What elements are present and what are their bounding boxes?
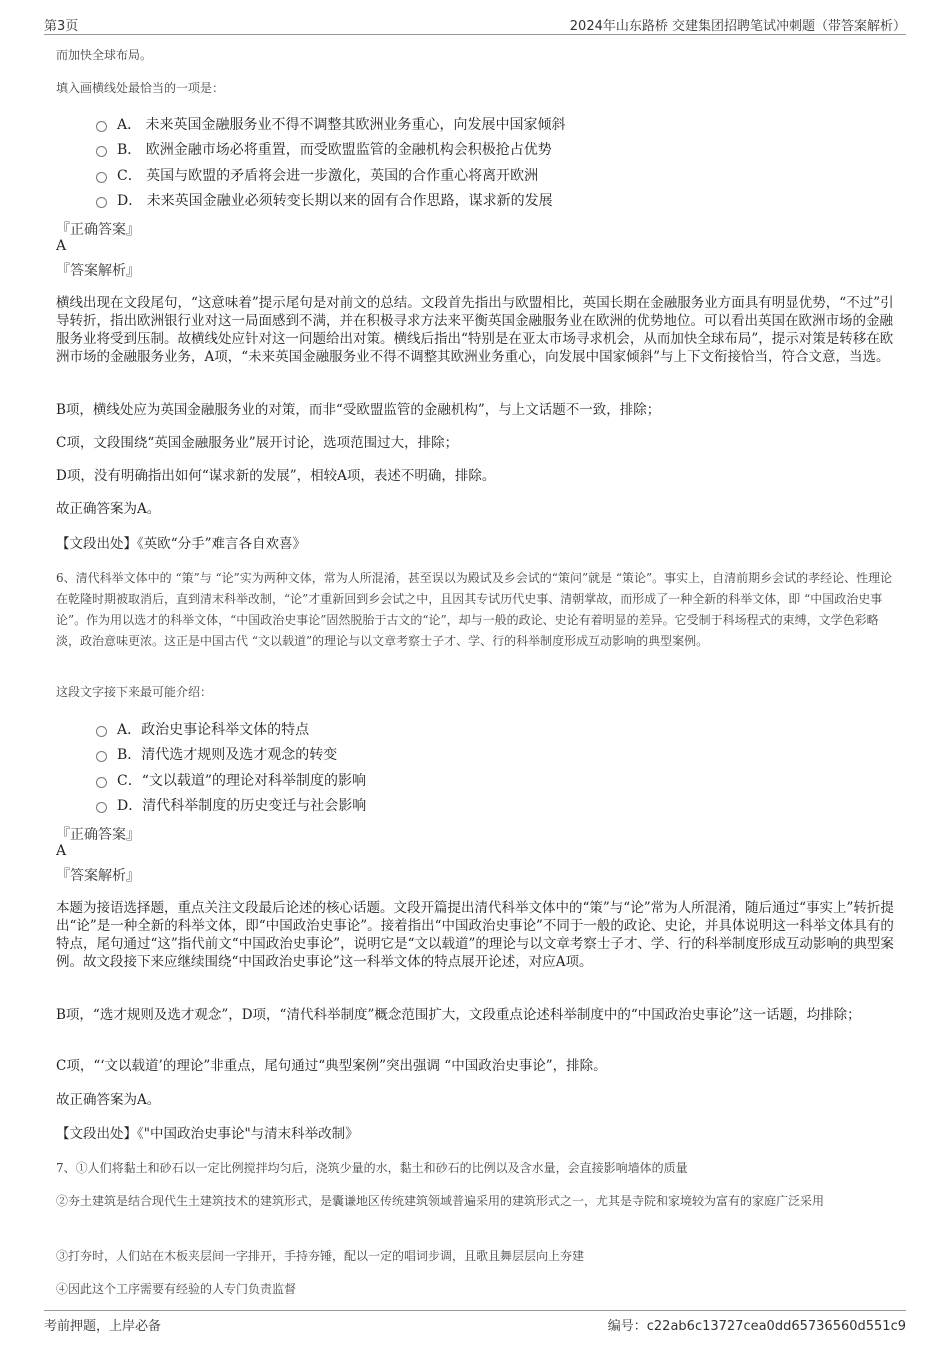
q6-source: 【文段出处】《"中国政治史事论"与清末科举改制》 — [56, 1126, 359, 1142]
q7-sentence-1: 7、①人们将黏土和砂石以一定比例搅拌均匀后，浇筑少量的水，黏土和砂石的比例以及含水量，会直接影响墙体的质量 — [56, 1161, 688, 1175]
q5-answer-label: 『正确答案』 — [56, 222, 140, 238]
q5-conclusion: 故正确答案为A。 — [56, 501, 161, 517]
q6-analysis-c: C项，“‘文以载道’的理论”非重点，尾句通过“典型案例”突出强调 “中国政治史事论”，排除。 — [56, 1058, 607, 1074]
q5-stem-tail: 而加快全球布局。 — [56, 48, 153, 62]
radio-icon[interactable] — [96, 751, 107, 762]
radio-icon[interactable] — [96, 777, 107, 788]
q6-answer: A — [56, 843, 67, 859]
q5-analysis-b: B项，横线处应为英国金融服务业的对策，而非“受欧盟监管的金融机构”，与上文话题不一致，排除； — [56, 402, 661, 418]
q7-sentence-3: ③打夯时，人们站在木板夹层间一字排开，手持夯锤，配以一定的唱词步调，且歌且舞层层向上夯建 — [56, 1249, 585, 1263]
q5-answer: A — [56, 238, 67, 254]
q6-option-b[interactable]: B．清代选才规则及选才观念的转变 — [96, 742, 896, 768]
q5-prompt: 填入画横线处最恰当的一项是： — [56, 81, 225, 95]
q5-option-b[interactable]: B． 欧洲金融市场必将重置，而受欧盟监管的金融机构会积极抢占优势 — [96, 137, 896, 163]
radio-icon[interactable] — [96, 726, 107, 737]
q5-analysis-c: C项，文段围绕“英国金融服务业”展开讨论，选项范围过大，排除； — [56, 435, 459, 451]
q5-option-d[interactable]: D． 未来英国金融业必须转变长期以来的固有合作思路，谋求新的发展 — [96, 188, 896, 214]
q6-option-c[interactable]: C．“文以载道”的理论对科举制度的影响 — [96, 767, 896, 793]
q5-analysis-d: D项，没有明确指出如何“谋求新的发展”，相较A项，表述不明确，排除。 — [56, 468, 496, 484]
radio-icon[interactable] — [96, 802, 107, 813]
footer-doc-id: 编号：c22ab6c13727cea0dd65736560d551c9 — [607, 1319, 906, 1334]
q5-options — [96, 111, 896, 213]
radio-icon[interactable] — [96, 121, 107, 132]
q7-sentence-2: ②夯土建筑是结合现代生土建筑技术的建筑形式，是囊谦地区传统建筑领域普遍采用的建筑形式之一，尤其是寺院和家境较为富有的家庭广泛采用 — [56, 1194, 825, 1208]
q6-conclusion: 故正确答案为A。 — [56, 1092, 161, 1108]
q6-analysis-main: 本题为接语选择题，重点关注文段最后论述的核心话题。文段开篇提出清代科举文体中的“策”与“论”常为人所混淆，随后通过“事实上”转折提出“论”是一种全新的科举文体，即“中国政治史事论”。接着指出“中国政治史事论”不同于一般的政论、史论，并具体说明这一科举文体具有的特点，尾句通过“这”指代前文“中国政治史事论”，说明它是“文以载道”的理论与以文章考察士子才、学、行的科举制度形成互动影响的典型案例。故文段接下来应继续围绕“中国政治史事论”这一科举文体的特点展开论述，对应A项。 — [56, 900, 894, 970]
q5-analysis-main: 横线出现在文段尾句，“这意味着”提示尾句是对前文的总结。文段首先指出与欧盟相比，英国长期在金融服务业方面具有明显优势，“不过”引导转折，指出欧洲银行业对这一局面感到不满，并在积极寻求方法来平衡英国金融服务业在欧洲的优势地位。可以看出英国在欧洲市场的金融服务业将受到压制。故横线处应针对这一问题给出对策。横线后指出“特别是在亚太市场寻求机会，从而加快全球布局”，提示对策是转移在欧洲市场的金融服务业务，A项，“未来英国金融服务业不得不调整其欧洲业务重心，向发展中国家倾斜”与上下文衔接恰当，符合文意，当选。 — [56, 295, 894, 365]
q6-analysis-bd: B项，“选才规则及选才观念”，D项，“清代科举制度”概念范围扩大，文段重点论述科举制度中的“中国政治史事论”这一话题，均排除； — [56, 1007, 861, 1023]
page-header — [44, 14, 906, 35]
page-footer — [44, 1310, 906, 1333]
q5-option-a[interactable]: A． 未来英国金融服务业不得不调整其欧洲业务重心，向发展中国家倾斜 — [96, 111, 896, 137]
q6-option-a[interactable]: A．政治史事论科举文体的特点 — [96, 716, 896, 742]
q5-analysis-label: 『答案解析』 — [56, 263, 140, 279]
q6-option-d[interactable]: D．清代科举制度的历史变迁与社会影响 — [96, 793, 896, 819]
document-title: 2024年山东路桥 交建集团招聘笔试冲刺题（带答案解析） — [569, 19, 906, 34]
q7-sentence-4: ④因此这个工序需要有经验的人专门负责监督 — [56, 1282, 297, 1296]
q6-options — [96, 716, 896, 818]
q6-answer-label: 『正确答案』 — [56, 827, 140, 843]
q5-source: 【文段出处】《英欧“分手”难言各自欢喜》 — [56, 536, 307, 552]
q6-prompt: 这段文字接下来最可能介绍： — [56, 685, 213, 699]
radio-icon[interactable] — [96, 197, 107, 208]
radio-icon[interactable] — [96, 172, 107, 183]
radio-icon[interactable] — [96, 146, 107, 157]
q6-analysis-label: 『答案解析』 — [56, 868, 140, 884]
q6-stem: 6、清代科举文体中的 “策”与 “论”实为两种文体，常为人所混淆，甚至误以为殿试及乡会试的“策问”就是 “策论”。事实上，自清前期乡会试的孝经论、性理论在乾隆时期被取消后，直到清末科举改制，“论”才重新回到乡会试之中，且因其专试历代史事、清朝掌故，而形成了一种全新的科举文体，即 “中国政治史事论”。作为用以选才的科举文体，“中国政治史事论”固然脱胎于古文的“论”，却与一般的政论、史论有着明显的差异。它受制于科场程式的束缚，文学色彩略淡，政治意味更浓。这正是中国古代 “文以载道”的理论与以文章考察士子才、学、行的科举制度形成互动影响的典型案例。 — [56, 571, 893, 648]
page-number: 第3页 — [44, 19, 79, 34]
footer-slogan: 考前押题，上岸必备 — [44, 1319, 162, 1334]
q5-option-c[interactable]: C． 英国与欧盟的矛盾将会进一步激化，英国的合作重心将离开欧洲 — [96, 162, 896, 188]
